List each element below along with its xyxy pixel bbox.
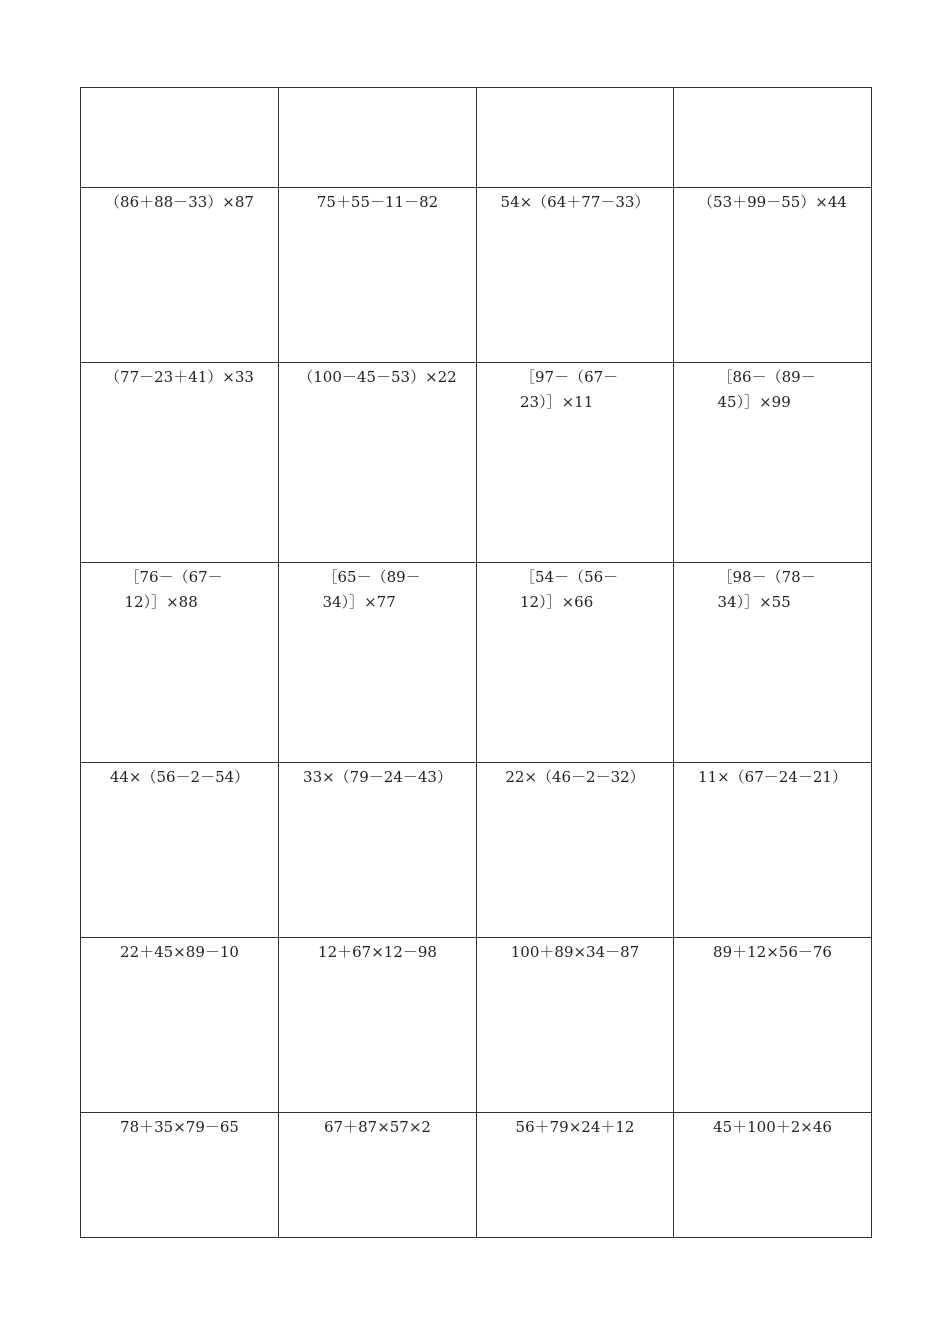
expression-text: ［76－（67－ 12）］×88 xyxy=(124,568,223,611)
worksheet-cell xyxy=(81,938,279,1113)
worksheet-cell xyxy=(81,563,279,763)
worksheet-row xyxy=(81,188,872,363)
expression-text xyxy=(279,88,476,90)
worksheet-cell xyxy=(477,763,674,938)
worksheet-cell xyxy=(477,563,674,763)
expression-text: 89＋12×56－76 xyxy=(713,943,832,961)
worksheet-cell xyxy=(674,188,872,363)
worksheet-cell xyxy=(674,763,872,938)
worksheet-row xyxy=(81,938,872,1113)
worksheet-cell xyxy=(279,188,477,363)
worksheet-cell xyxy=(477,1113,674,1238)
worksheet-cell xyxy=(674,363,872,563)
worksheet-cell xyxy=(279,563,477,763)
worksheet-cell xyxy=(674,563,872,763)
worksheet-cell xyxy=(81,88,279,188)
expression-text: ［54－（56－ 12）］×66 xyxy=(520,568,619,611)
worksheet-cell xyxy=(81,188,279,363)
expression-text: ［86－（89－ 45）］×99 xyxy=(717,368,816,411)
worksheet-cell xyxy=(477,88,674,188)
arithmetic-worksheet-grid xyxy=(80,87,872,1238)
worksheet-row xyxy=(81,88,872,188)
worksheet-cell xyxy=(477,938,674,1113)
expression-text: 67＋87×57×2 xyxy=(324,1118,431,1136)
expression-text: 78＋35×79－65 xyxy=(120,1118,239,1136)
expression-text: 12＋67×12－98 xyxy=(318,943,437,961)
expression-text: （86＋88－33）×87 xyxy=(105,193,254,211)
worksheet-cell xyxy=(81,763,279,938)
worksheet-cell xyxy=(279,1113,477,1238)
worksheet-cell xyxy=(81,363,279,563)
worksheet-cell xyxy=(279,88,477,188)
expression-text: （100－45－53）×22 xyxy=(298,368,457,386)
expression-text: ［98－（78－ 34）］×55 xyxy=(717,568,816,611)
expression-text: 11×（67－24－21） xyxy=(698,768,847,786)
worksheet-cell xyxy=(279,363,477,563)
expression-text: 33×（79－24－43） xyxy=(303,768,452,786)
expression-text: 75＋55－11－82 xyxy=(316,193,439,211)
expression-text: 22＋45×89－10 xyxy=(120,943,239,961)
expression-text: （77－23＋41）×33 xyxy=(105,368,254,386)
worksheet-cell xyxy=(674,88,872,188)
worksheet-cell xyxy=(477,188,674,363)
worksheet-cell xyxy=(279,763,477,938)
worksheet-cell xyxy=(674,1113,872,1238)
expression-text: （53＋99－55）×44 xyxy=(698,193,847,211)
expression-text xyxy=(674,88,871,90)
worksheet-cell xyxy=(279,938,477,1113)
expression-text: ［65－（89－ 34）］×77 xyxy=(322,568,421,611)
worksheet-row xyxy=(81,763,872,938)
worksheet-row xyxy=(81,363,872,563)
expression-text: 44×（56－2－54） xyxy=(109,768,250,786)
worksheet-row xyxy=(81,563,872,763)
expression-text: 54×（64＋77－33） xyxy=(500,193,650,211)
expression-text: 45＋100＋2×46 xyxy=(713,1118,832,1136)
expression-text: 100＋89×34－87 xyxy=(510,943,640,961)
expression-text xyxy=(477,88,673,90)
worksheet-cell xyxy=(477,363,674,563)
expression-text xyxy=(81,88,278,90)
worksheet-cell xyxy=(674,938,872,1113)
expression-text: ［97－（67－ 23）］×11 xyxy=(520,368,619,411)
worksheet-row xyxy=(81,1113,872,1238)
worksheet-cell xyxy=(81,1113,279,1238)
expression-text: 22×（46－2－32） xyxy=(505,768,645,786)
expression-text: 56＋79×24＋12 xyxy=(515,1118,635,1136)
